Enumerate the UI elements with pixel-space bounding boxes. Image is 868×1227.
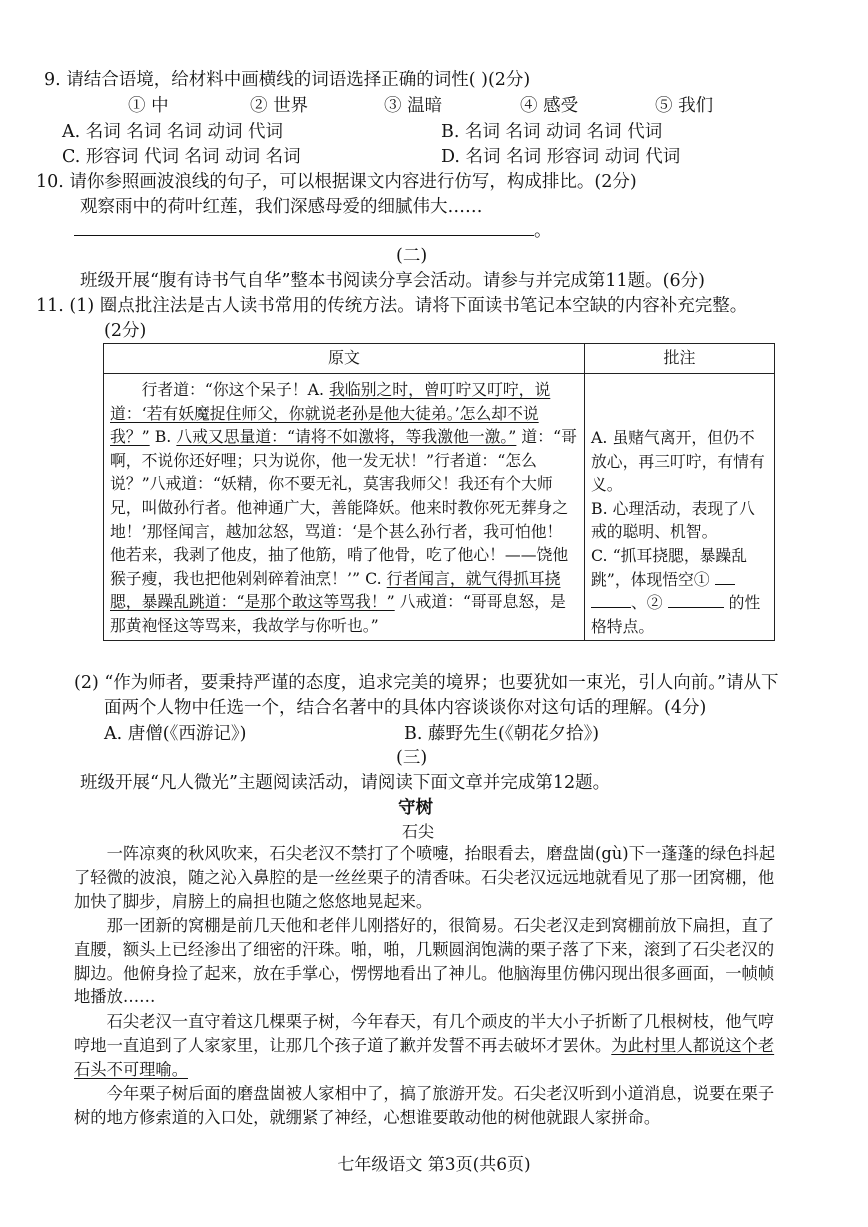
article-paragraph-3-text: 石尖老汉一直守着这几棵栗子树，今年春天，有几个顽皮的半大小子折断了几根树枝，他气哼哼地一直追到了人家家里，让那几个孩子道了歉并发誓不再去破坏才罢休。 [74, 1012, 775, 1055]
annotation-c [591, 544, 770, 638]
q11-2-option-a[interactable]: A. 唐僧(《西游记》) [104, 724, 247, 744]
q11-2-stem-line1: (2) “作为师者，要秉持严谨的态度，追求完美的境界；也要犹如一束光，引人向前。”请从下 [74, 673, 779, 693]
q11-2-stem-line2: 面两个人物中任选一个，结合名著中的具体内容谈谈你对这句话的理解。(4分) [104, 698, 707, 718]
q9-option-a[interactable]: A. 名词 名词 名词 动词 代词 [62, 122, 284, 142]
annotation-cell [585, 374, 775, 641]
q9-word-5: ⑤ 我们 [655, 96, 714, 116]
q10-example: 观察雨中的荷叶红莲，我们深感母爱的细腻伟大…… [80, 197, 483, 217]
q9-option-d[interactable]: D. 名词 名词 形容词 动词 代词 [441, 147, 681, 167]
annotation-a: A. 虽赌气离开，但仍不放心，再三叮咛，有情有义。 [591, 428, 765, 495]
underlined-text-c: 行者闻言，就气得抓耳挠腮，暴躁乱跳道：“是那个敢这等骂我！” [110, 568, 561, 612]
article-paragraph-4: 今年栗子树后面的磨盘崮被人家相中了，搞了旅游开发。石尖老汉听到小道消息，说要在栗子树的地方修索道的入口处，就绷紧了神经，心想谁要敢动他的树他就跟人家拼命。 [74, 1084, 775, 1127]
q9-word-1: ① 中 [128, 96, 169, 116]
q9-word-2: ② 世界 [250, 96, 309, 116]
section3-intro: 班级开展“凡人微光”主题阅读活动，请阅读下面文章并完成第12题。 [80, 773, 611, 793]
table-header-original: 原文 [104, 344, 585, 374]
reading-notes-table [103, 343, 775, 641]
article-paragraph-1: 一阵凉爽的秋风吹来，石尖老汉不禁打了个喷嚏，抬眼看去，磨盘崮(gù)下一蓬蓬的绿色抖起了轻微的波浪，随之沁入鼻腔的是一丝丝栗子的清香味。石尖老汉远远地就看见了那一团窝棚，他加快了脚步，肩膀上的扁担也随之悠悠地晃起来。 [74, 844, 776, 911]
annotation-c-text: C. “抓耳挠腮，暴躁乱跳”，体现悟空① [591, 545, 748, 589]
annotation-c-mid: 、② [631, 593, 663, 613]
q9-word-4: ④ 感受 [520, 96, 579, 116]
q10-answer-blank[interactable] [74, 221, 534, 236]
q9-stem: 9. 请结合语境，给材料中画横线的词语选择正确的词性( )(2分) [44, 70, 531, 90]
table-header-annotation: 批注 [585, 344, 775, 374]
original-seg-5: 道：“哥啊，不说你还好哩；只为说你，他一发无状！”行者道：“怎么说？”八戒道：“妖精，你不要无礼，莫害我师父！我还有个大师兄，叫做孙行者。他神通广大，善能降妖。他来时教你死无葬身之地！’那怪闻言，越加忿怒，骂道：‘是个甚么孙行者，我可怕他！他若来，我剥了他皮，抽了他筋，啃了他骨，吃了他心！——饶他猴子瘦，我也把他剁剁碎着油烹！’” [110, 427, 577, 588]
article-underlined-sentence: 为此村里人都说这个老石头不可理喻。 [74, 1035, 775, 1079]
q9-word-3: ③ 温暗 [384, 96, 443, 116]
q9-option-b[interactable]: B. 名词 名词 动词 名词 代词 [441, 122, 663, 142]
underlined-text-b: 八戒又思量道：“请将不如激将，等我激他一激。” [176, 427, 517, 447]
q11-1-points: (2分) [104, 321, 147, 341]
q11-1-stem: 11. (1) 圈点批注法是古人读书常用的传统方法。请将下面读书笔记本空缺的内容补充完整。 [36, 296, 748, 316]
section2-heading: (二) [396, 246, 428, 266]
q10-end-mark: 。 [534, 221, 552, 241]
section3-heading: (三) [396, 748, 428, 768]
section2-intro: 班级开展“腹有诗书气自华”整本书阅读分享会活动。请参与并完成第11题。(6分) [80, 271, 705, 291]
original-seg-3: B. [154, 427, 172, 447]
article-author: 石尖 [402, 822, 435, 841]
q10-answer-line[interactable] [74, 217, 552, 242]
original-seg-6: C. [365, 568, 382, 588]
original-text-cell [104, 374, 585, 641]
article-title: 守树 [398, 798, 433, 818]
q10-stem: 10. 请你参照画波浪线的句子，可以根据课文内容进行仿写，构成排比。(2分) [36, 172, 637, 192]
article-paragraph-3 [74, 1010, 784, 1081]
annotation-blank-1a[interactable] [715, 572, 735, 585]
q11-2-option-b[interactable]: B. 藤野先生(《朝花夕拾》) [404, 724, 600, 744]
underlined-text-a: 我临别之时，曾叮咛又叮咛，说道：‘若有妖魔捉住师父，你就说老孙是他大徒弟。’怎么却不说我？” [110, 380, 551, 447]
annotation-b: B. 心理活动，表现了八戒的聪明、机智。 [591, 498, 755, 542]
page-footer: 七年级语文 第3页(共6页) [337, 1155, 531, 1175]
annotation-blank-1b[interactable] [591, 595, 631, 608]
original-seg-1: 行者道：“你这个呆子！A. [141, 380, 325, 399]
article-paragraph-2: 那一团新的窝棚是前几天他和老伴儿刚搭好的，很简易。石尖老汉走到窝棚前放下扁担，直了直腰，额头上已经渗出了细密的汗珠。啪，啪，几颗圆润饱满的栗子落了下来，滚到了石尖老汉的脚边。他俯身捡了起来，放在手掌心，愣愣地看出了神儿。他脑海里仿佛闪现出很多画面，一帧帧地播放…… [74, 916, 775, 1007]
annotation-blank-2[interactable] [668, 595, 724, 608]
q9-option-c[interactable]: C. 形容词 代词 名词 动词 名词 [62, 147, 301, 167]
original-seg-8: 八戒道：“哥哥息怒，是那黄袍怪这等骂来，我故学与你听也。” [110, 592, 566, 635]
annotation-c-end: 的性格特点。 [591, 593, 761, 636]
